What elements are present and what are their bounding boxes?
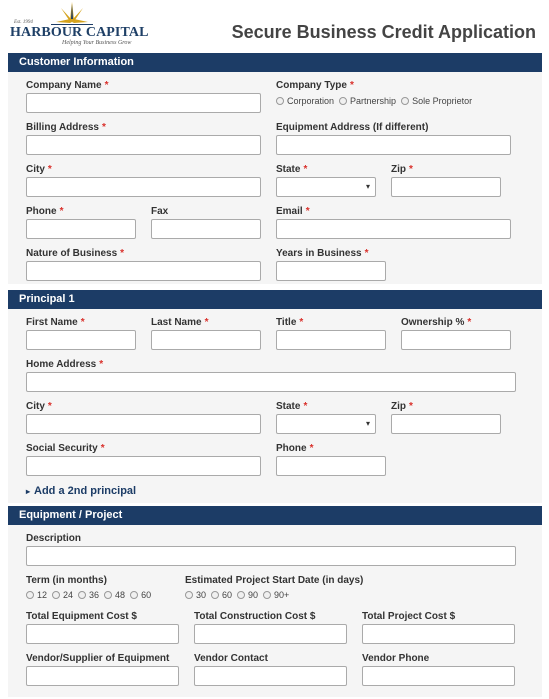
radio-term-12[interactable]: 12: [26, 590, 47, 600]
first-name-label: First Name *: [26, 317, 85, 328]
vendor-contact-label: Vendor Contact: [194, 653, 268, 664]
start-date-radio-group: [185, 590, 294, 600]
expand-icon: ▸: [26, 487, 31, 496]
add-principal-link[interactable]: ▸ Add a 2nd principal: [26, 485, 137, 497]
total-project-cost-label: Total Project Cost $: [362, 611, 456, 622]
principal-state-label: State *: [276, 401, 308, 412]
section-equipment: [8, 525, 542, 697]
total-project-cost-input[interactable]: [362, 624, 515, 644]
home-address-label: Home Address *: [26, 359, 104, 370]
ownership-input[interactable]: [401, 330, 511, 350]
phone-label: Phone *: [26, 206, 64, 217]
description-input[interactable]: [26, 546, 516, 566]
title-input[interactable]: [276, 330, 386, 350]
principal-phone-label: Phone *: [276, 443, 314, 454]
term-radio-group: [26, 590, 156, 600]
principal-phone-input[interactable]: [276, 456, 386, 476]
state-select[interactable]: [276, 177, 376, 197]
company-type-radio-group: [276, 96, 477, 106]
radio-term-60[interactable]: 60: [130, 590, 151, 600]
total-equipment-cost-input[interactable]: [26, 624, 179, 644]
billing-address-label: Billing Address *: [26, 122, 106, 133]
radio-corporation[interactable]: Corporation: [276, 96, 334, 106]
fax-input[interactable]: [151, 219, 261, 239]
email-label: Email *: [276, 206, 310, 217]
title-label: Title *: [276, 317, 304, 328]
radio-partnership[interactable]: Partnership: [339, 96, 396, 106]
page-title: Secure Business Credit Application: [231, 22, 536, 42]
radio-start-60[interactable]: 60: [211, 590, 232, 600]
vendor-phone-label: Vendor Phone: [362, 653, 430, 664]
vendor-input[interactable]: [26, 666, 179, 686]
chevron-down-icon: ▾: [365, 419, 370, 428]
nature-of-business-input[interactable]: [26, 261, 261, 281]
radio-start-90[interactable]: 90: [237, 590, 258, 600]
radio-start-90-plus[interactable]: 90+: [263, 590, 289, 600]
radio-start-30[interactable]: 30: [185, 590, 206, 600]
first-name-input[interactable]: [26, 330, 136, 350]
years-in-business-label: Years in Business *: [276, 248, 369, 259]
chevron-down-icon: ▾: [365, 182, 370, 191]
social-security-input[interactable]: [26, 456, 261, 476]
state-label: State *: [276, 164, 308, 175]
company-name-label: Company Name *: [26, 80, 109, 91]
principal-city-label: City *: [26, 401, 52, 412]
phone-input[interactable]: [26, 219, 136, 239]
company-type-label: Company Type *: [276, 80, 354, 91]
brand-name: HARBOUR CAPITAL: [10, 25, 149, 40]
email-input[interactable]: [276, 219, 511, 239]
vendor-phone-input[interactable]: [362, 666, 515, 686]
years-in-business-input[interactable]: [276, 261, 386, 281]
radio-term-48[interactable]: 48: [104, 590, 125, 600]
harbour-capital-logo: [6, 2, 149, 48]
vendor-contact-input[interactable]: [194, 666, 347, 686]
start-date-label: Estimated Project Start Date (in days): [185, 575, 364, 586]
principal-state-select[interactable]: [276, 414, 376, 434]
total-construction-cost-label: Total Construction Cost $: [194, 611, 316, 622]
principal-city-input[interactable]: [26, 414, 261, 434]
last-name-label: Last Name *: [151, 317, 209, 328]
equipment-address-label: Equipment Address (If different): [276, 122, 429, 133]
last-name-input[interactable]: [151, 330, 261, 350]
city-input[interactable]: [26, 177, 261, 197]
billing-address-input[interactable]: [26, 135, 261, 155]
social-security-label: Social Security *: [26, 443, 105, 454]
total-equipment-cost-label: Total Equipment Cost $: [26, 611, 137, 622]
section-header-principal: Principal 1: [8, 290, 542, 309]
principal-zip-label: Zip *: [391, 401, 413, 412]
nature-of-business-label: Nature of Business *: [26, 248, 125, 259]
ownership-label: Ownership % *: [401, 317, 472, 328]
established-text: Est. 1994: [14, 20, 33, 25]
principal-zip-input[interactable]: [391, 414, 501, 434]
city-label: City *: [26, 164, 52, 175]
compass-rose-icon: [51, 2, 93, 26]
section-customer: [8, 72, 542, 284]
equipment-address-input[interactable]: [276, 135, 511, 155]
header: [0, 0, 549, 52]
zip-input[interactable]: [391, 177, 501, 197]
section-principal: [8, 309, 542, 503]
term-label: Term (in months): [26, 575, 107, 586]
zip-label: Zip *: [391, 164, 413, 175]
radio-term-36[interactable]: 36: [78, 590, 99, 600]
section-header-customer: Customer Information: [8, 53, 542, 72]
radio-term-24[interactable]: 24: [52, 590, 73, 600]
radio-sole-proprietor[interactable]: Sole Proprietor: [401, 96, 472, 106]
description-label: Description: [26, 533, 82, 544]
total-construction-cost-input[interactable]: [194, 624, 347, 644]
section-header-equipment: Equipment / Project: [8, 506, 542, 525]
fax-label: Fax: [151, 206, 169, 217]
vendor-label: Vendor/Supplier of Equipment: [26, 653, 170, 664]
company-name-input[interactable]: [26, 93, 261, 113]
home-address-input[interactable]: [26, 372, 516, 392]
brand-tagline: Helping Your Business Grow: [62, 40, 132, 46]
